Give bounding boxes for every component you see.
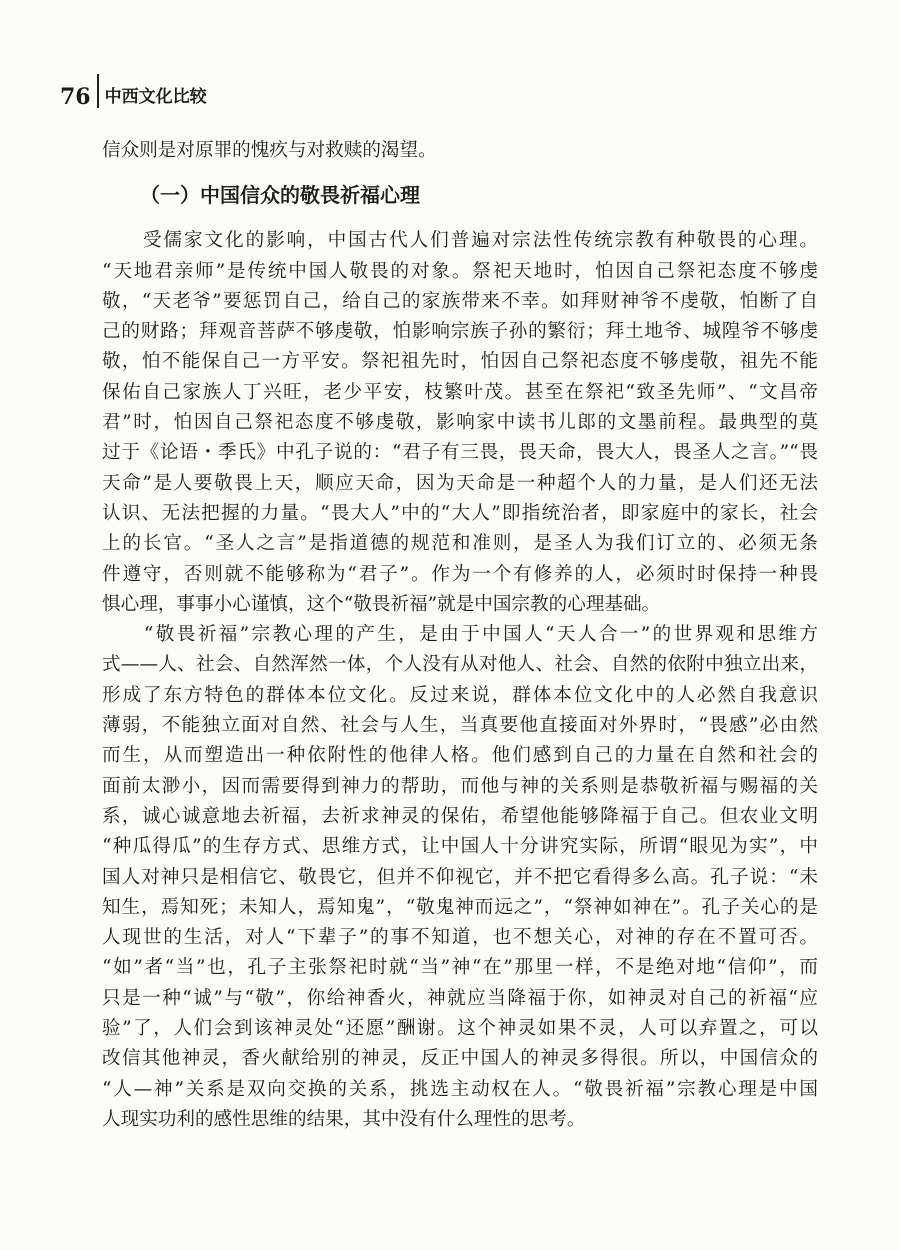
text-line: 受儒家文化的影响，中国古代人们普遍对宗法性传统宗教有种敬畏的心理。: [102, 230, 818, 252]
text-line: 上的长官。“圣人之言”是指道德的规范和准则，是圣人为我们订立的、必须无条: [102, 533, 818, 555]
text-line: 只是一种“诚”与“敬”，你给神香火，神就应当降福于你，如神灵对自己的祈福“应: [102, 987, 818, 1009]
text-line: 改信其他神灵，香火献给别的神灵，反正中国人的神灵多得很。所以，中国信众的: [102, 1048, 818, 1070]
text-line: 敬，怕不能保自己一方平安。祭祀祖先时，怕因自己祭祀态度不够虔敬，祖先不能: [102, 351, 818, 373]
text-line: 面前太渺小，因而需要得到神力的帮助，而他与神的关系则是恭敬祈福与赐福的关: [102, 775, 818, 797]
text-line: “种瓜得瓜”的生存方式、思维方式，让中国人十分讲究实际，所谓“眼见为实”，中: [102, 836, 818, 858]
text-line: 天命”是人要敬畏上天，顺应天命，因为天命是一种超个人的力量，是人们还无法: [102, 472, 818, 494]
text-line: 己的财路；拜观音菩萨不够虔敬，怕影响宗族子孙的繁衍；拜土地爷、城隍爷不够虔: [102, 321, 818, 343]
paragraph-1: [102, 226, 818, 620]
text-line: “敬畏祈福”宗教心理的产生，是由于中国人“天人合一”的世界观和思维方: [102, 624, 818, 646]
text-line: 认识、无法把握的力量。“畏大人”中的“大人”即指统治者，即家庭中的家长，社会: [102, 502, 818, 524]
text-line: “天地君亲师”是传统中国人敬畏的对象。祭祀天地时，怕因自己祭祀态度不够虔: [102, 260, 818, 282]
text-line: 件遵守，否则就不能够称为“君子”。作为一个有修养的人，必须时时保持一种畏: [102, 563, 818, 585]
text-line: 保佑自己家族人丁兴旺，老少平安，枝繁叶茂。甚至在祭祀“致圣先师”、“文昌帝: [102, 381, 818, 403]
text-line: “如”者“当”也，孔子主张祭祀时就“当”神“在”那里一样，不是绝对地“信仰”，而: [102, 957, 818, 979]
page-body: [102, 136, 818, 1135]
section-heading: （一）中国信众的敬畏祈福心理: [140, 183, 420, 208]
text-line: 人现世的生活，对人“下辈子”的事不知道，也不想关心，对神的存在不置可否。: [102, 927, 818, 949]
page-header: [60, 72, 207, 108]
text-line: “人—神”关系是双向交换的关系，挑选主动权在人。“敬畏祈福”宗教心理是中国: [102, 1078, 818, 1100]
text-line: 知生，焉知死；未知人，焉知鬼”，“敬鬼神而远之”，“祭神如神在”。孔子关心的是: [102, 896, 818, 918]
text-line: 形成了东方特色的群体本位文化。反过来说，群体本位文化中的人必然自我意识: [102, 684, 818, 706]
header-divider: [97, 74, 99, 108]
text-line: 敬，“天老爷”要惩罚自己，给自己的家族带来不幸。如拜财神爷不虔敬，怕断了自: [102, 290, 818, 312]
text-line: 系，诚心诚意地去祈福，去祈求神灵的保佑，希望他能够降福于自己。但农业文明: [102, 805, 818, 827]
text-line: 国人对神只是相信它、敬畏它，但并不仰视它，并不把它看得多么高。孔子说：“未: [102, 866, 818, 888]
text-line: 君”时，怕因自己祭祀态度不够虔敬，影响家中读书儿郎的文墨前程。最典型的莫: [102, 412, 818, 434]
text-line: 验”了，人们会到该神灵处“还愿”酬谢。这个神灵如果不灵，人可以弃置之，可以: [102, 1018, 818, 1040]
running-title: 中西文化比较: [104, 87, 207, 107]
text-line: 惧心理，事事小心谨慎，这个“敬畏祈福”就是中国宗教的心理基础。: [102, 593, 661, 615]
text-line: 式——人、社会、自然浑然一体，个人没有从对他人、社会、自然的依附中独立出来，: [102, 654, 818, 676]
text-line: 过于《论语・季氏》中孔子说的：“君子有三畏，畏天命，畏大人，畏圣人之言。”“畏: [102, 442, 818, 464]
text-line: 而生，从而塑造出一种依附性的他律人格。他们感到自己的力量在自然和社会的: [102, 745, 818, 767]
text-line: 人现实功利的感性思维的结果，其中没有什么理性的思考。: [102, 1108, 586, 1130]
intro-line: 信众则是对原罪的愧疚与对救赎的渴望。: [102, 140, 437, 161]
page-number: 76: [60, 84, 91, 110]
text-line: 薄弱，不能独立面对自然、社会与人生，当真要他直接面对外界时，“畏感”必由然: [102, 715, 818, 737]
paragraph-2: [102, 620, 818, 1135]
